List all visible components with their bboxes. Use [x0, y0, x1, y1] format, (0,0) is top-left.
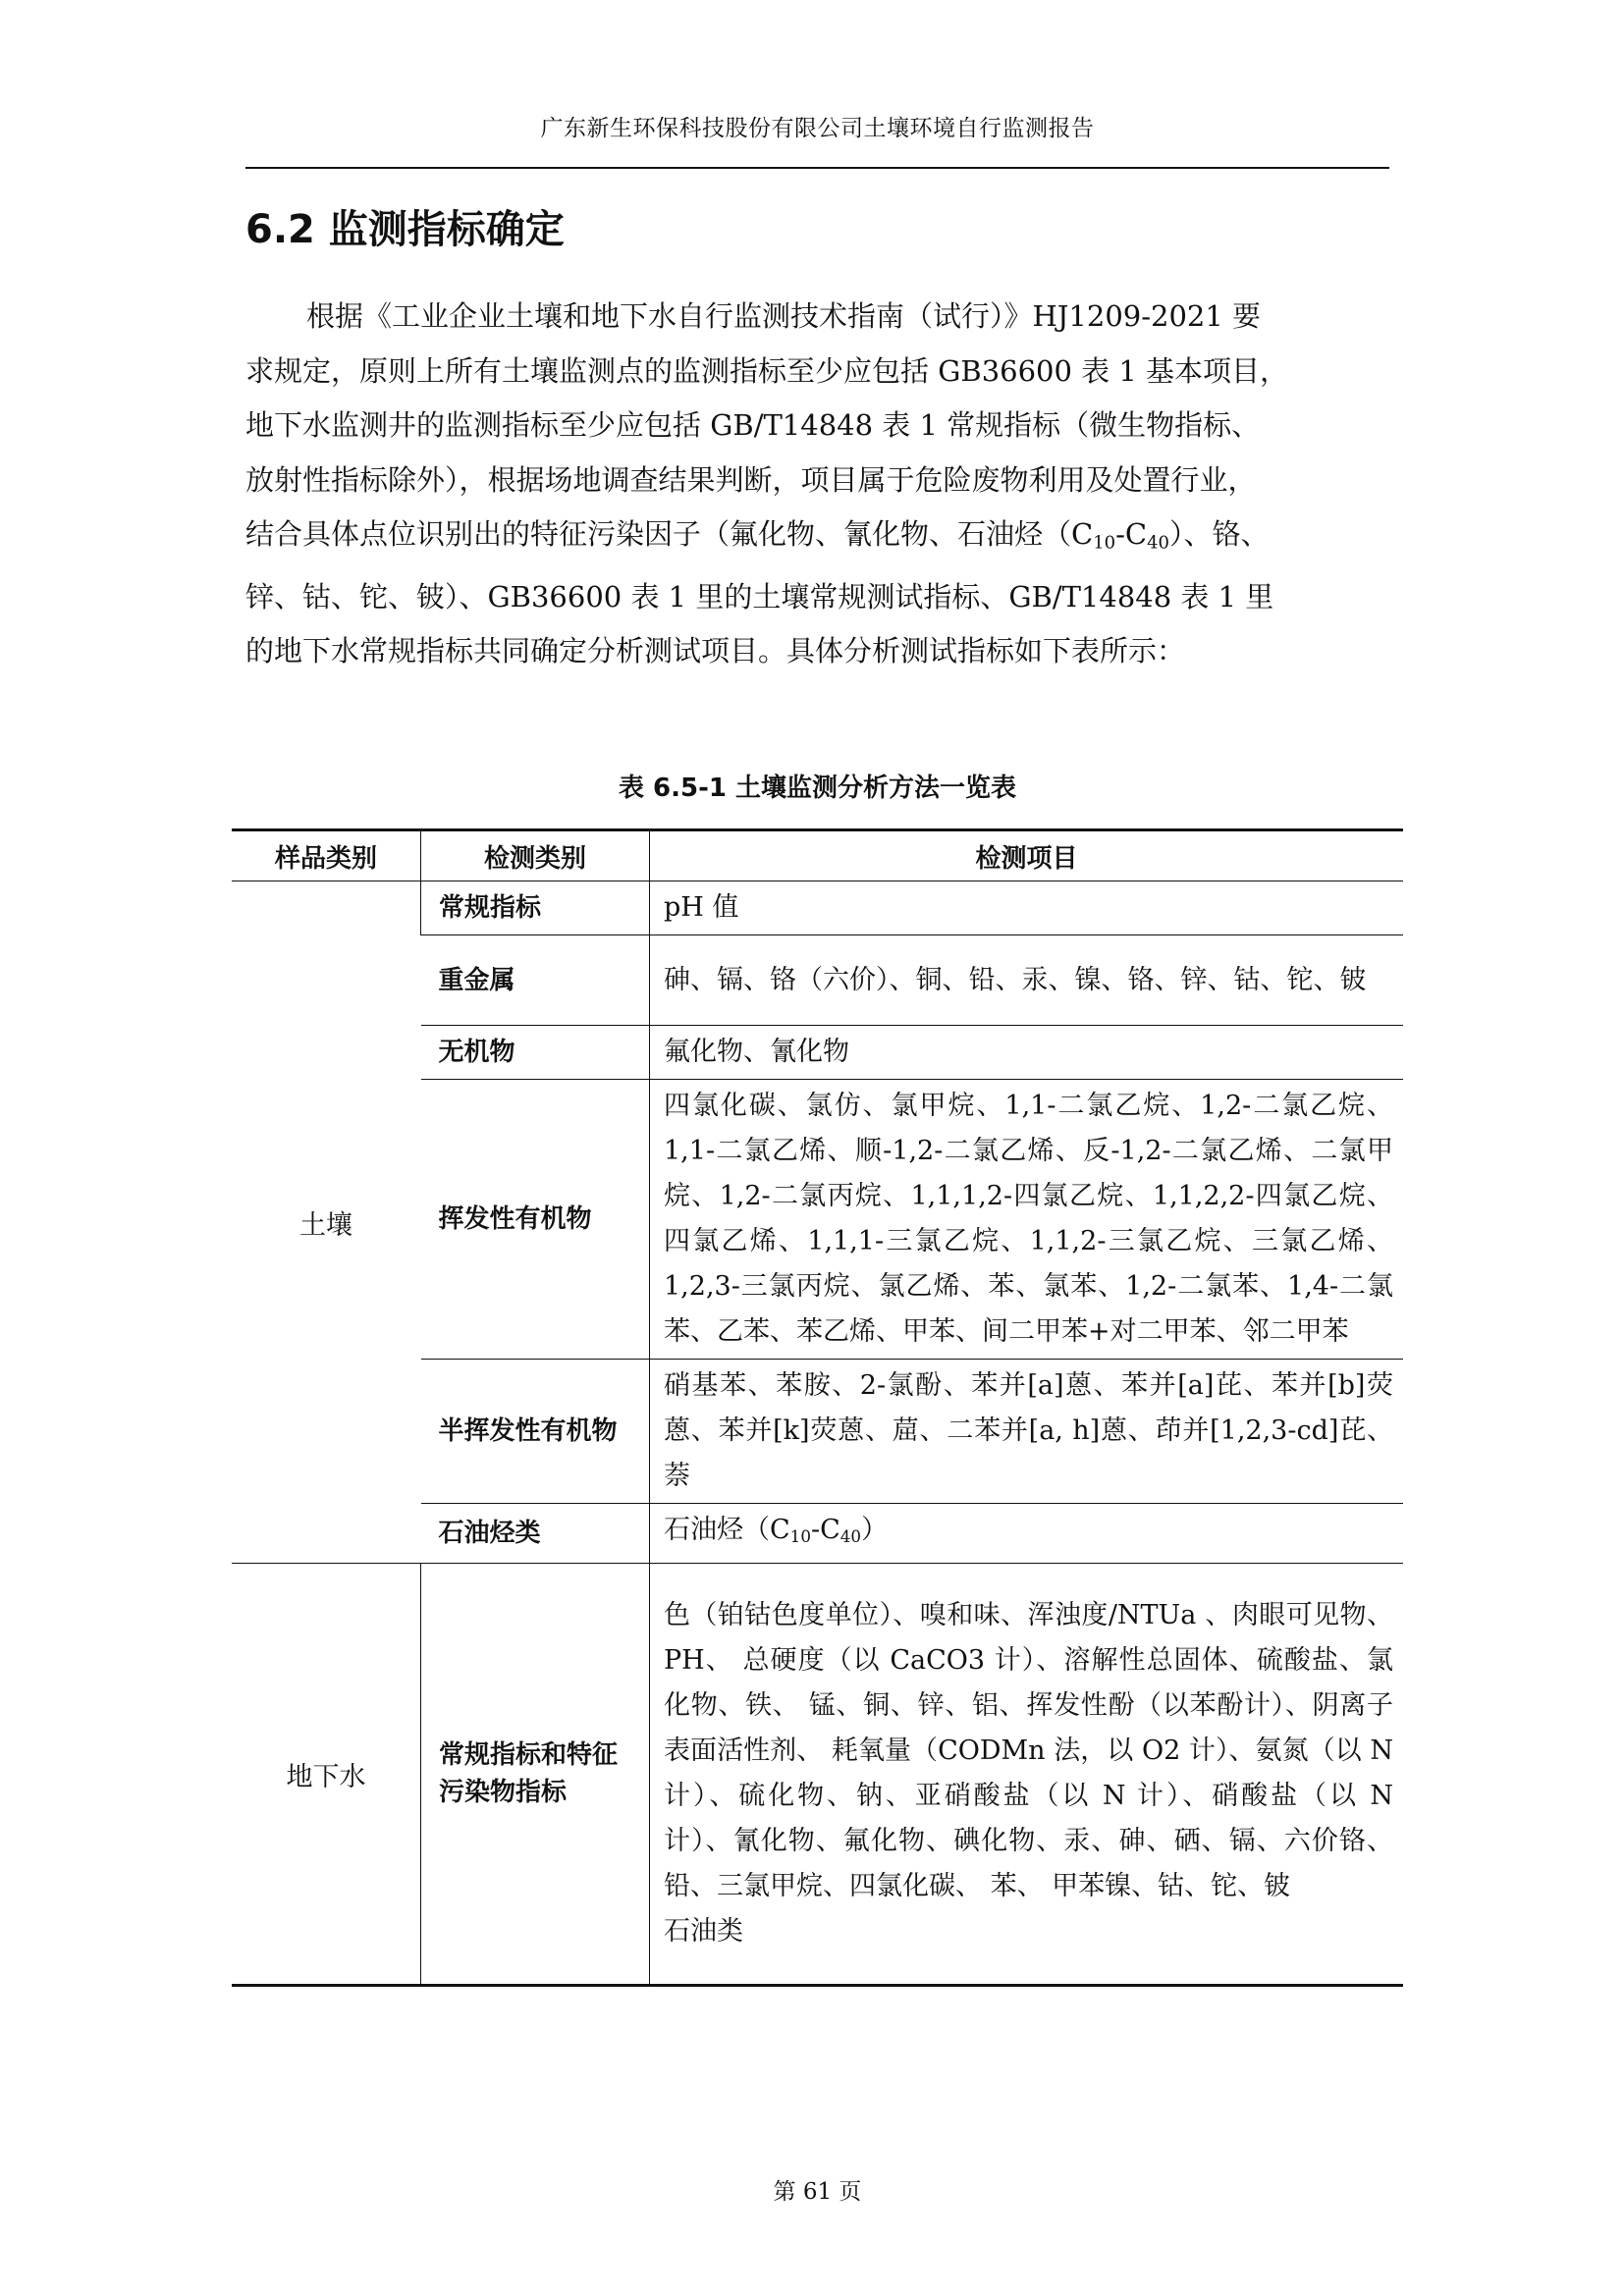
paragraph-line-6: 锌、钴、铊、铍）、GB36600 表 1 里的土壤常规测试指标、GB/T14848 表 1 里 [245, 579, 1274, 614]
paragraph-line-5-mid: -C [1115, 517, 1148, 551]
category-cell: 石油烃类 [421, 1504, 650, 1564]
paragraph-line-1: 根据《工业企业土壤和地下水自行监测技术指南（试行）》HJ1209-2021 要 [306, 299, 1262, 333]
paragraph-line-5-end: ）、铬、 [1168, 517, 1270, 551]
subscript-10: 10 [789, 1526, 811, 1547]
items-cell: pH 值 [650, 881, 1404, 935]
body-paragraph [245, 290, 1389, 679]
subscript-40: 40 [1147, 532, 1169, 554]
paragraph-line-4: 放射性指标除外），根据场地调查结果判断，项目属于危险废物利用及处置行业， [245, 462, 1257, 497]
paragraph-line-7: 的地下水常规指标共同确定分析测试项目。具体分析测试指标如下表所示： [245, 634, 1186, 668]
table-caption: 表 6.5-1 土壤监测分析方法一览表 [618, 774, 1017, 803]
running-header: 广东新生环保科技股份有限公司土壤环境自行监测报告 [540, 116, 1095, 141]
items-cell [650, 1564, 1404, 1986]
category-cell: 挥发性有机物 [421, 1080, 650, 1360]
table-row [232, 881, 1403, 935]
header-test-category: 检测类别 [421, 830, 650, 881]
items-cell: 砷、镉、铬（六价）、铜、铅、汞、镍、铬、锌、钴、铊、铍 [650, 935, 1404, 1026]
paragraph-line-5-text: 结合具体点位识别出的特征污染因子（氟化物、氰化物、石油烃（C [245, 517, 1094, 551]
table-row [232, 1564, 1403, 1986]
items-text-mid: -C [810, 1515, 840, 1545]
paragraph-line-5 [245, 507, 1389, 570]
groundwater-items: 色（铂钴色度单位）、嗅和味、浑浊度/NTUa 、肉眼可见物、PH、 总硬度（以 CaCO3 计）、溶解性总固体、硫酸盐、氯化物、铁、 锰、铜、锌、铝、挥发性酚（以苯酚计）、阴离子表面活性剂、 耗氧量（CODMn 法，以 O2 计）、氨氮（以 N 计）、硫化物、钠、亚硝酸盐（以 N 计）、硝酸盐（以 N 计）、氰化物、氟化物、碘化物、汞、砷、硒、镉、六价铬、铅、三氯甲烷、四氯化碳、 苯、 甲苯镍、钴、铊、铍 [664, 1600, 1393, 1902]
subscript-10: 10 [1093, 532, 1116, 554]
subscript-40: 40 [839, 1526, 862, 1547]
items-cell: 氟化物、氰化物 [650, 1026, 1404, 1080]
items-cell: 硝基苯、苯胺、2-氯酚、苯并[a]蒽、苯并[a]芘、苯并[b]荧蒽、苯并[k]荧蒽、䓛、二苯并[a, h]蒽、茚并[1,2,3-cd]芘、萘 [650, 1360, 1404, 1504]
paragraph-line-3: 地下水监测井的监测指标至少应包括 GB/T14848 表 1 常规指标（微生物指标、 [245, 408, 1261, 442]
items-text-end: ） [861, 1515, 889, 1545]
section-title: 6.2 监测指标确定 [245, 207, 565, 252]
header-test-items: 检测项目 [650, 830, 1404, 881]
page-number: 第 61 页 [773, 2179, 862, 2205]
table-header-row [232, 830, 1403, 881]
category-cell: 无机物 [421, 1026, 650, 1080]
header-sample-type: 样品类别 [232, 830, 421, 881]
groundwater-items-extra: 石油类 [664, 1916, 743, 1948]
header-rule [245, 167, 1389, 169]
sample-soil: 土壤 [232, 881, 421, 1564]
items-cell [650, 1504, 1404, 1564]
sample-groundwater: 地下水 [232, 1564, 421, 1986]
items-text: 石油烃（C [664, 1515, 790, 1545]
category-cell: 重金属 [421, 935, 650, 1026]
monitoring-methods-table [232, 828, 1403, 1987]
items-cell: 四氯化碳、氯仿、氯甲烷、1,1-二氯乙烷、1,2-二氯乙烷、1,1-二氯乙烯、顺-1,2-二氯乙烯、反-1,2-二氯乙烯、二氯甲烷、1,2-二氯丙烷、1,1,1,2-四氯乙烷、1,1,2,2-四氯乙烷、四氯乙烯、1,1,1-三氯乙烷、1,1,2-三氯乙烷、三氯乙烯、1,2,3-三氯丙烷、氯乙烯、苯、氯苯、1,2-二氯苯、1,4-二氯苯、乙苯、苯乙烯、甲苯、间二甲苯+对二甲苯、邻二甲苯 [650, 1080, 1404, 1360]
category-cell: 半挥发性有机物 [421, 1360, 650, 1504]
category-cell: 常规指标和特征污染物指标 [421, 1564, 650, 1986]
category-cell: 常规指标 [421, 881, 650, 935]
paragraph-line-2: 求规定，原则上所有土壤监测点的监测指标至少应包括 GB36600 表 1 基本项目， [245, 353, 1289, 388]
